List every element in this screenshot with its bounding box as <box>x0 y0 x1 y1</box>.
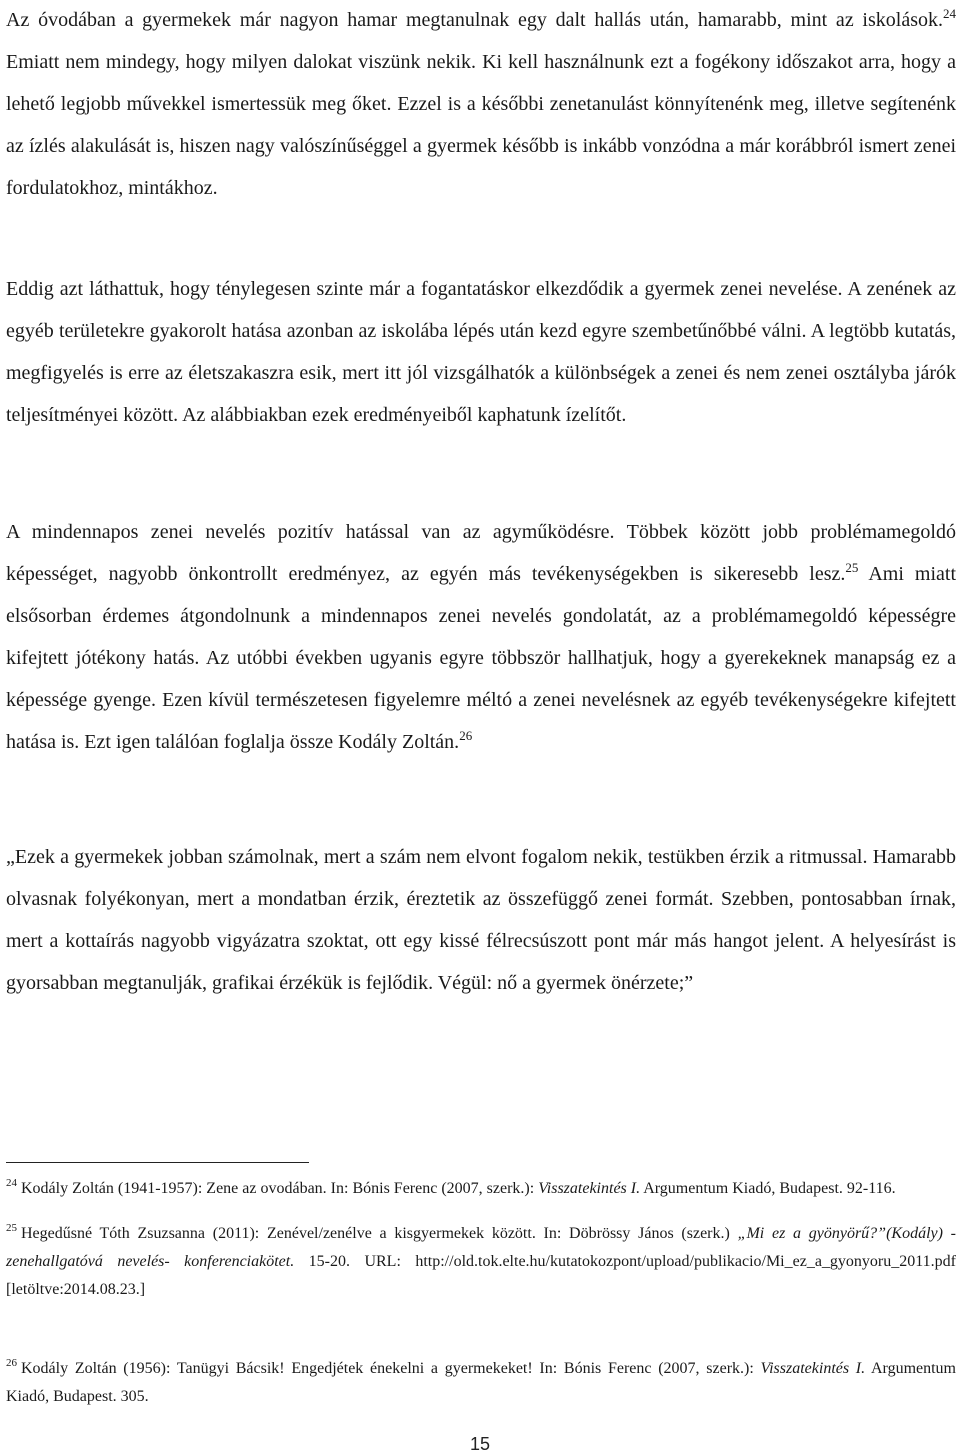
footnote-italic-title: Visszatekintés I. <box>760 1360 866 1377</box>
footnote-text: Kodály Zoltán (1956): Tanügyi Bácsik! Engedjétek énekelni a gyermekeket! In: Bónis Ferenc (2007, szerk.): <box>21 1360 761 1377</box>
footnote-number: 24 <box>6 1177 17 1189</box>
footnote-separator <box>6 1162 309 1163</box>
footnote-25 <box>6 1220 956 1304</box>
footnote-italic-title: Visszatekintés I. <box>538 1180 641 1197</box>
footnote-number: 25 <box>6 1222 17 1234</box>
quote-paragraph: „Ezek a gyermekek jobban számolnak, mert a szám nem elvont fogalom nekik, testükben érzik a ritmussal. Hamarabb olvasnak folyékonyan, mert a mondatban érzik, éreztetik az összefüggő zenei formát. Szebben, pontosabban írnak, mert a kottaírás nagyobb vigyázatra szoktat, ott egy kissé félrecsúszott pont már más hangot jelent. A helyesírást is gyorsabban megtanulják, grafikai érzékük is fejlődik. Végül: nő a gyermek önérzete;” <box>6 846 956 994</box>
paragraph-1-text-b: Emiatt nem mindegy, hogy milyen dalokat viszünk nekik. Ki kell használnunk ezt a fogékony időszakot arra, hogy a lehető legjobb művekkel ismertessük meg őket. Ezzel is a későbbi zenetanulást könnyítenénk meg, illetve segítenénk az ízlés alakulását is, hiszen nagy valószínűséggel a gyermek később is inkább vonzódna a már korábbról ismert zenei fordulatokhoz, mintákhoz. <box>6 51 956 199</box>
footnote-text-end[interactable]: 15-20. URL: http://old.tok.elte.hu/kutatokozpont/upload/publikacio/Mi_ez_a_gyonyoru_2011.pdf [letöltve:2014.08.23.] <box>6 1253 956 1298</box>
footnote-italic-title: „Mi ez a gyönyörű?”(Kodály) -zenehallgatóvá nevelés- konferenciakötet. <box>6 1225 957 1270</box>
paragraph-1-text-a: Az óvodában a gyermekek már nagyon hamar megtanulnak egy dalt hallás után, hamarabb, mint az iskolások. <box>6 9 943 31</box>
footnote-ref-25[interactable]: 25 <box>845 560 859 575</box>
page-number: 15 <box>469 1434 491 1454</box>
footnote-ref-26[interactable]: 26 <box>459 728 473 743</box>
footnote-ref-24[interactable]: 24 <box>943 6 956 21</box>
paragraph-3-text-a: A mindennapos zenei nevelés pozitív hatással van az agyműködésre. Többek között jobb problémamegoldó képességet, nagyobb önkontrollt eredményez, az egyén más tevékenységekben is sikeresebb lesz. <box>6 521 956 585</box>
footnote-26 <box>6 1355 956 1411</box>
footnote-number: 26 <box>6 1357 17 1369</box>
footnote-text: Hegedűsné Tóth Zsuzsanna (2011): Zenével/zenélve a kisgyermekek között. In: Döbrössy János (szerk.) <box>21 1225 738 1242</box>
paragraph-1 <box>6 0 956 209</box>
footnote-text: Kodály Zoltán (1941-1957): Zene az ovodában. In: Bónis Ferenc (2007, szerk.): <box>21 1180 539 1197</box>
footnote-text-end: Argumentum Kiadó, Budapest. 92-116. <box>640 1180 896 1197</box>
paragraph-2: Eddig azt láthattuk, hogy ténylegesen szinte már a fogantatáskor elkezdődik a gyermek zenei nevelése. A zenének az egyéb területekre gyakorolt hatása azonban az iskolába lépés után kezd egyre szembetűnőbbé válni. A legtöbb kutatás, megfigyelés is erre az életszakaszra esik, mert itt jól vizsgálhatók a különbségek a zenei és nem zenei osztályba járók teljesítményei között. Az alábbiakban ezek eredményeiből kaphatunk ízelítőt. <box>6 278 956 426</box>
footnote-24 <box>6 1175 956 1203</box>
footnote-text-end: Argumentum Kiadó, Budapest. 305. <box>6 1360 957 1405</box>
paragraph-3-text-b: Ami miatt elsősorban érdemes átgondolnunk a mindennapos zenei nevelés gondolatát, az a problémamegoldó képességre kifejtett jótékony hatás. Az utóbbi években ugyanis egyre többször hallhatjuk, hogy a gyerekeknek manapság ez a képessége gyenge. Ezen kívül természetesen figyelemre méltó a zenei nevelésnek az egyéb tevékenységekre kifejtett hatása is. Ezt igen találóan foglalja össze Kodály Zoltán. <box>6 563 957 753</box>
paragraph-3 <box>6 511 956 763</box>
